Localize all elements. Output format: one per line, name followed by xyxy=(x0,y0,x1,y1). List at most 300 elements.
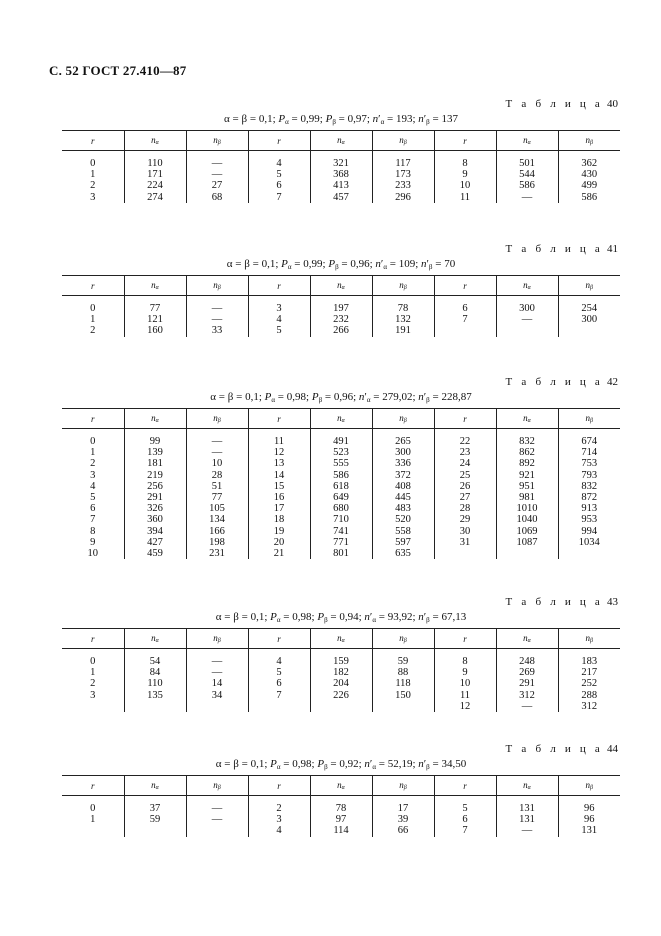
table-cell: 134 xyxy=(186,514,248,525)
param-alpha-beta: 0,1 xyxy=(245,391,259,403)
table-cell: 5 xyxy=(434,803,496,814)
table-cell: 139 xyxy=(124,447,186,458)
table-cell: 99 xyxy=(124,436,186,447)
table-cell: 981 xyxy=(496,492,558,503)
table-cell xyxy=(248,701,310,712)
table-cell: 300 xyxy=(558,314,620,325)
table-cell: 15 xyxy=(248,481,310,492)
table-label xyxy=(62,375,620,389)
table-cell: 254 xyxy=(558,303,620,314)
table-row xyxy=(62,447,620,458)
table-cell: 5 xyxy=(90,492,96,504)
table-cell: 7 xyxy=(434,314,496,325)
table-cell: 372 xyxy=(372,470,434,481)
table-cell: 710 xyxy=(310,514,372,525)
col-header-r: r xyxy=(434,409,496,429)
table-cell: 13 xyxy=(248,458,310,469)
table-cell: 8 xyxy=(434,656,496,667)
table-params: α = β = 0,1; $P_\alpha = 0,98$; $P_\beta = 0,94$; $n'_\alpha = 93,92$; $n'_\beta = 67,13$ xyxy=(215,611,467,624)
table-cell xyxy=(496,548,558,559)
table-cell: 59 xyxy=(124,814,186,825)
param-alpha-beta: 0,1 xyxy=(250,758,265,770)
col-header-n-beta: $n_\beta$ xyxy=(372,776,434,796)
table-cell: 921 xyxy=(496,470,558,481)
table-row xyxy=(62,825,620,836)
table-cell: 266 xyxy=(310,325,372,336)
table-row xyxy=(62,458,620,469)
table-row xyxy=(62,514,620,525)
table-cell: 117 xyxy=(372,158,434,169)
table-header-row xyxy=(62,409,620,429)
col-header-r: r xyxy=(434,776,496,796)
table-cell: 31 xyxy=(434,537,496,548)
param-n-alpha: 93,92 xyxy=(387,611,413,623)
table-cell: 4 xyxy=(248,158,310,169)
table-cell: 181 xyxy=(124,458,186,469)
table-cell: 24 xyxy=(434,458,496,469)
param-n-alpha: 279,02 xyxy=(382,391,413,403)
table-cell: 445 xyxy=(372,492,434,503)
col-header-r: r xyxy=(434,131,496,151)
param-n-beta: 137 xyxy=(441,113,458,125)
table-cell: — xyxy=(186,656,248,667)
col-header-r: r xyxy=(434,276,496,296)
table-word: Т а б л и ц а xyxy=(505,596,603,608)
table-cell: — xyxy=(496,192,558,203)
table-block xyxy=(62,242,620,337)
table-cell: 135 xyxy=(124,690,186,701)
table-cell: 793 xyxy=(558,470,620,481)
data-table xyxy=(62,275,620,337)
table-cell: 288 xyxy=(558,690,620,701)
table-cell: 7 xyxy=(248,192,310,203)
table-cell: 132 xyxy=(372,314,434,325)
table-cell: 12 xyxy=(434,701,496,712)
table-cell: 20 xyxy=(248,537,310,548)
table-row xyxy=(62,481,620,492)
table-cell: 10 xyxy=(434,180,496,191)
col-header-n-beta: $n_\beta$ xyxy=(186,776,248,796)
table-row xyxy=(62,180,620,191)
param-p-beta: 0,96 xyxy=(350,258,370,270)
table-cell: 166 xyxy=(186,526,248,537)
table-cell: 0 xyxy=(90,436,96,447)
col-header-r: r xyxy=(62,131,124,151)
table-cell: 96 xyxy=(558,803,620,814)
col-header-n-alpha: $n_\alpha$ xyxy=(496,131,558,151)
table-cell: 0 xyxy=(90,158,96,169)
col-header-n-beta: $n_\beta$ xyxy=(372,276,434,296)
data-table xyxy=(62,628,620,712)
param-n-alpha: 109 xyxy=(398,258,416,270)
table-cell: 4 xyxy=(248,656,310,667)
col-header-n-alpha: $n_\alpha$ xyxy=(310,629,372,649)
param-p-alpha: 0,99 xyxy=(300,113,320,125)
table-cell: 3 xyxy=(248,303,310,314)
table-cell: 368 xyxy=(310,169,372,180)
table-cell: 413 xyxy=(310,180,372,191)
table-cell: 256 xyxy=(124,481,186,492)
table-params: α = β = 0,1; $P_\alpha = 0,98$; $P_\beta = 0,92$; $n'_\alpha = 52,19$; $n'_\beta = 34,50$ xyxy=(215,758,467,771)
table-row xyxy=(62,667,620,678)
table-word: Т а б л и ц а xyxy=(505,243,603,255)
table-cell: 501 xyxy=(496,158,558,169)
table-row xyxy=(62,656,620,667)
table-cell: 3 xyxy=(90,689,96,701)
table-header-row xyxy=(62,131,620,151)
table-cell: 66 xyxy=(372,825,434,836)
table-cell: 649 xyxy=(310,492,372,503)
table-cell: 4 xyxy=(248,314,310,325)
table-cell: 1034 xyxy=(558,537,620,548)
table-row xyxy=(62,678,620,689)
table-cell: 430 xyxy=(558,169,620,180)
table-cell: — xyxy=(496,701,558,712)
col-header-n-beta: $n_\beta$ xyxy=(372,629,434,649)
table-cell: 248 xyxy=(496,656,558,667)
table-cell: 10 xyxy=(186,458,248,469)
param-p-alpha: 0,98 xyxy=(292,611,312,623)
table-cell: 17 xyxy=(372,803,434,814)
table-cell: 753 xyxy=(558,458,620,469)
table-block xyxy=(62,742,620,837)
table-cell: 6 xyxy=(434,814,496,825)
table-cell: 832 xyxy=(558,481,620,492)
table-header-row xyxy=(62,629,620,649)
table-cell: 105 xyxy=(186,503,248,514)
col-header-n-alpha: $n_\alpha$ xyxy=(310,776,372,796)
table-number: 40 xyxy=(607,98,618,110)
param-p-beta: 0,94 xyxy=(339,611,359,623)
table-cell: 483 xyxy=(372,503,434,514)
col-header-r: r xyxy=(248,276,310,296)
table-cell: 19 xyxy=(248,526,310,537)
table-block xyxy=(62,97,620,203)
table-cell: 635 xyxy=(372,548,434,559)
table-cell: 5 xyxy=(248,325,310,336)
table-cell: 14 xyxy=(186,678,248,689)
table-cell: — xyxy=(186,314,248,325)
table-cell xyxy=(434,548,496,559)
table-cell: 544 xyxy=(496,169,558,180)
table-cell: 459 xyxy=(124,548,186,559)
table-cell: 182 xyxy=(310,667,372,678)
table-cell: 191 xyxy=(372,325,434,336)
table-cell: 2 xyxy=(90,678,96,690)
table-cell: 78 xyxy=(372,303,434,314)
table-word: Т а б л и ц а xyxy=(505,743,603,755)
table-cell: 110 xyxy=(124,678,186,689)
table-cell xyxy=(496,325,558,336)
col-header-r: r xyxy=(248,776,310,796)
table-cell: 1 xyxy=(90,314,96,326)
table-cell: 523 xyxy=(310,447,372,458)
table-cell: 233 xyxy=(372,180,434,191)
table-cell: 312 xyxy=(496,690,558,701)
table-cell: 173 xyxy=(372,169,434,180)
table-cell: 54 xyxy=(124,656,186,667)
table-cell: 204 xyxy=(310,678,372,689)
param-alpha-beta: 0,1 xyxy=(258,113,273,125)
table-cell: 771 xyxy=(310,537,372,548)
table-cell: 618 xyxy=(310,481,372,492)
col-header-n-alpha: $n_\alpha$ xyxy=(496,629,558,649)
table-cell xyxy=(62,701,124,712)
param-n-beta: 34,50 xyxy=(441,758,467,770)
table-cell: 8 xyxy=(90,525,96,537)
table-row xyxy=(62,303,620,314)
table-cell: 26 xyxy=(434,481,496,492)
table-cell: — xyxy=(186,158,248,169)
col-header-n-alpha: $n_\alpha$ xyxy=(124,276,186,296)
col-header-n-alpha: $n_\alpha$ xyxy=(310,131,372,151)
table-cell: 6 xyxy=(434,303,496,314)
table-cell: 28 xyxy=(434,503,496,514)
table-cell: 2 xyxy=(90,180,96,192)
table-cell: 0 xyxy=(90,303,96,314)
table-cell: — xyxy=(186,303,248,314)
table-cell: 1 xyxy=(90,814,96,826)
param-n-beta: 228,87 xyxy=(441,391,472,403)
table-cell: 16 xyxy=(248,492,310,503)
table-cell: 427 xyxy=(124,537,186,548)
table-cell: 10 xyxy=(87,548,98,560)
table-cell: 59 xyxy=(372,656,434,667)
table-label xyxy=(62,97,620,111)
table-cell: 159 xyxy=(310,656,372,667)
col-header-n-beta: $n_\beta$ xyxy=(558,409,620,429)
col-header-n-alpha: $n_\alpha$ xyxy=(310,276,372,296)
table-spacer-row xyxy=(62,296,620,304)
table-cell: 33 xyxy=(186,325,248,336)
table-cell: 12 xyxy=(248,447,310,458)
param-n-alpha: 193 xyxy=(395,113,413,125)
table-block xyxy=(62,375,620,559)
table-cell: 9 xyxy=(434,667,496,678)
col-header-n-alpha: $n_\alpha$ xyxy=(496,776,558,796)
table-word: Т а б л и ц а xyxy=(505,98,603,110)
table-cell: 872 xyxy=(558,492,620,503)
table-cell xyxy=(558,548,620,559)
table-row xyxy=(62,492,620,503)
col-header-r: r xyxy=(62,629,124,649)
table-row xyxy=(62,537,620,548)
table-cell: 558 xyxy=(372,526,434,537)
table-cell: 22 xyxy=(434,436,496,447)
col-header-r: r xyxy=(248,629,310,649)
table-row xyxy=(62,470,620,481)
param-p-alpha: 0,98 xyxy=(292,758,312,770)
table-header-row xyxy=(62,276,620,296)
table-cell: 231 xyxy=(186,548,248,559)
param-n-alpha: 52,19 xyxy=(387,758,413,770)
table-cell: 150 xyxy=(372,690,434,701)
col-header-n-alpha: $n_\alpha$ xyxy=(124,629,186,649)
table-row xyxy=(62,158,620,169)
col-header-n-alpha: $n_\alpha$ xyxy=(496,276,558,296)
data-table xyxy=(62,130,620,203)
table-row xyxy=(62,192,620,203)
table-cell: 28 xyxy=(186,470,248,481)
table-cell: 183 xyxy=(558,656,620,667)
table-cell: 8 xyxy=(434,158,496,169)
table-cell: — xyxy=(186,803,248,814)
table-cell: 77 xyxy=(124,303,186,314)
table-row xyxy=(62,814,620,825)
col-header-r: r xyxy=(62,776,124,796)
table-cell: 7 xyxy=(434,825,496,836)
table-cell: 499 xyxy=(558,180,620,191)
table-cell: 2 xyxy=(248,803,310,814)
col-header-n-beta: $n_\beta$ xyxy=(186,276,248,296)
table-label xyxy=(62,242,620,256)
table-cell xyxy=(310,701,372,712)
table-cell: 274 xyxy=(124,192,186,203)
table-row xyxy=(62,436,620,447)
table-cell: 892 xyxy=(496,458,558,469)
table-cell: 1010 xyxy=(496,503,558,514)
table-row xyxy=(62,803,620,814)
table-cell: 17 xyxy=(248,503,310,514)
table-cell xyxy=(372,701,434,712)
table-cell: — xyxy=(496,314,558,325)
table-cell xyxy=(186,825,248,836)
table-cell: 4 xyxy=(90,480,96,492)
table-cell: 11 xyxy=(434,192,496,203)
table-row xyxy=(62,690,620,701)
table-cell: 232 xyxy=(310,314,372,325)
table-cell: 84 xyxy=(124,667,186,678)
table-spacer-row xyxy=(62,151,620,159)
table-cell xyxy=(124,825,186,836)
table-cell: 171 xyxy=(124,169,186,180)
table-cell: 1 xyxy=(90,169,96,181)
table-cell: 291 xyxy=(496,678,558,689)
table-cell: 321 xyxy=(310,158,372,169)
table-cell xyxy=(558,325,620,336)
table-cell: 14 xyxy=(248,470,310,481)
col-header-n-beta: $n_\beta$ xyxy=(372,131,434,151)
table-cell: 520 xyxy=(372,514,434,525)
table-cell: 291 xyxy=(124,492,186,503)
table-cell: 336 xyxy=(372,458,434,469)
table-cell: 252 xyxy=(558,678,620,689)
table-cell: 34 xyxy=(186,690,248,701)
param-alpha-beta: 0,1 xyxy=(250,611,265,623)
table-params: α = β = 0,1; $P_\alpha = 0,99$; $P_\beta = 0,97$; $n'_\alpha = 193$; $n'_\beta = 137$ xyxy=(224,113,458,126)
table-cell: 674 xyxy=(558,436,620,447)
table-cell: — xyxy=(186,667,248,678)
table-cell: 5 xyxy=(248,667,310,678)
table-word: Т а б л и ц а xyxy=(505,376,603,388)
table-cell xyxy=(62,825,124,836)
table-cell: 741 xyxy=(310,526,372,537)
col-header-r: r xyxy=(248,131,310,151)
table-cell: 714 xyxy=(558,447,620,458)
col-header-n-beta: $n_\beta$ xyxy=(186,629,248,649)
table-cell: 78 xyxy=(310,803,372,814)
table-cell: 832 xyxy=(496,436,558,447)
table-cell: 39 xyxy=(372,814,434,825)
table-cell: 7 xyxy=(90,514,96,526)
table-spacer-row xyxy=(62,429,620,437)
table-cell: 680 xyxy=(310,503,372,514)
table-cell: 269 xyxy=(496,667,558,678)
table-spacer-row xyxy=(62,796,620,804)
table-cell: 27 xyxy=(434,492,496,503)
table-cell xyxy=(124,701,186,712)
table-cell: 2 xyxy=(90,325,96,337)
table-cell: 219 xyxy=(124,470,186,481)
table-cell: 51 xyxy=(186,481,248,492)
table-cell: 131 xyxy=(496,814,558,825)
param-p-beta: 0,92 xyxy=(339,758,359,770)
table-number: 42 xyxy=(607,376,618,388)
col-header-r: r xyxy=(434,629,496,649)
table-number: 44 xyxy=(607,743,618,755)
param-n-beta: 67,13 xyxy=(441,611,467,623)
table-cell: 312 xyxy=(558,701,620,712)
col-header-n-alpha: $n_\alpha$ xyxy=(124,131,186,151)
table-label xyxy=(62,595,620,609)
table-cell: 121 xyxy=(124,314,186,325)
table-cell: 217 xyxy=(558,667,620,678)
col-header-n-beta: $n_\beta$ xyxy=(558,629,620,649)
table-cell: 5 xyxy=(248,169,310,180)
col-header-r: r xyxy=(248,409,310,429)
table-cell: 198 xyxy=(186,537,248,548)
table-cell: 21 xyxy=(248,548,310,559)
table-cell: 360 xyxy=(124,514,186,525)
table-cell: 1069 xyxy=(496,526,558,537)
table-cell: 1087 xyxy=(496,537,558,548)
table-cell: 114 xyxy=(310,825,372,836)
page-header: С. 52 ГОСТ 27.410—87 xyxy=(49,63,187,78)
table-cell: 951 xyxy=(496,481,558,492)
col-header-n-beta: $n_\beta$ xyxy=(558,276,620,296)
table-cell: 23 xyxy=(434,447,496,458)
table-cell: 68 xyxy=(186,192,248,203)
table-cell: 3 xyxy=(248,814,310,825)
table-cell: 131 xyxy=(496,803,558,814)
table-cell: 88 xyxy=(372,667,434,678)
param-p-beta: 0,96 xyxy=(333,391,354,403)
table-cell: 3 xyxy=(90,469,96,481)
col-header-n-beta: $n_\beta$ xyxy=(186,409,248,429)
table-cell: 586 xyxy=(310,470,372,481)
table-cell: — xyxy=(186,814,248,825)
col-header-n-beta: $n_\beta$ xyxy=(186,131,248,151)
table-cell: 491 xyxy=(310,436,372,447)
param-p-beta: 0,97 xyxy=(347,113,367,125)
table-cell: 408 xyxy=(372,481,434,492)
table-cell: 6 xyxy=(90,503,96,515)
table-header-row xyxy=(62,776,620,796)
table-cell: — xyxy=(186,436,248,447)
table-cell: 862 xyxy=(496,447,558,458)
table-spacer-row xyxy=(62,649,620,657)
table-row xyxy=(62,314,620,325)
table-cell: 1 xyxy=(90,667,96,679)
table-cell: 18 xyxy=(248,514,310,525)
table-row xyxy=(62,548,620,559)
table-cell: 160 xyxy=(124,325,186,336)
col-header-r: r xyxy=(62,409,124,429)
table-cell: — xyxy=(186,169,248,180)
table-cell: — xyxy=(186,447,248,458)
table-cell: 77 xyxy=(186,492,248,503)
table-cell: 2 xyxy=(90,458,96,470)
